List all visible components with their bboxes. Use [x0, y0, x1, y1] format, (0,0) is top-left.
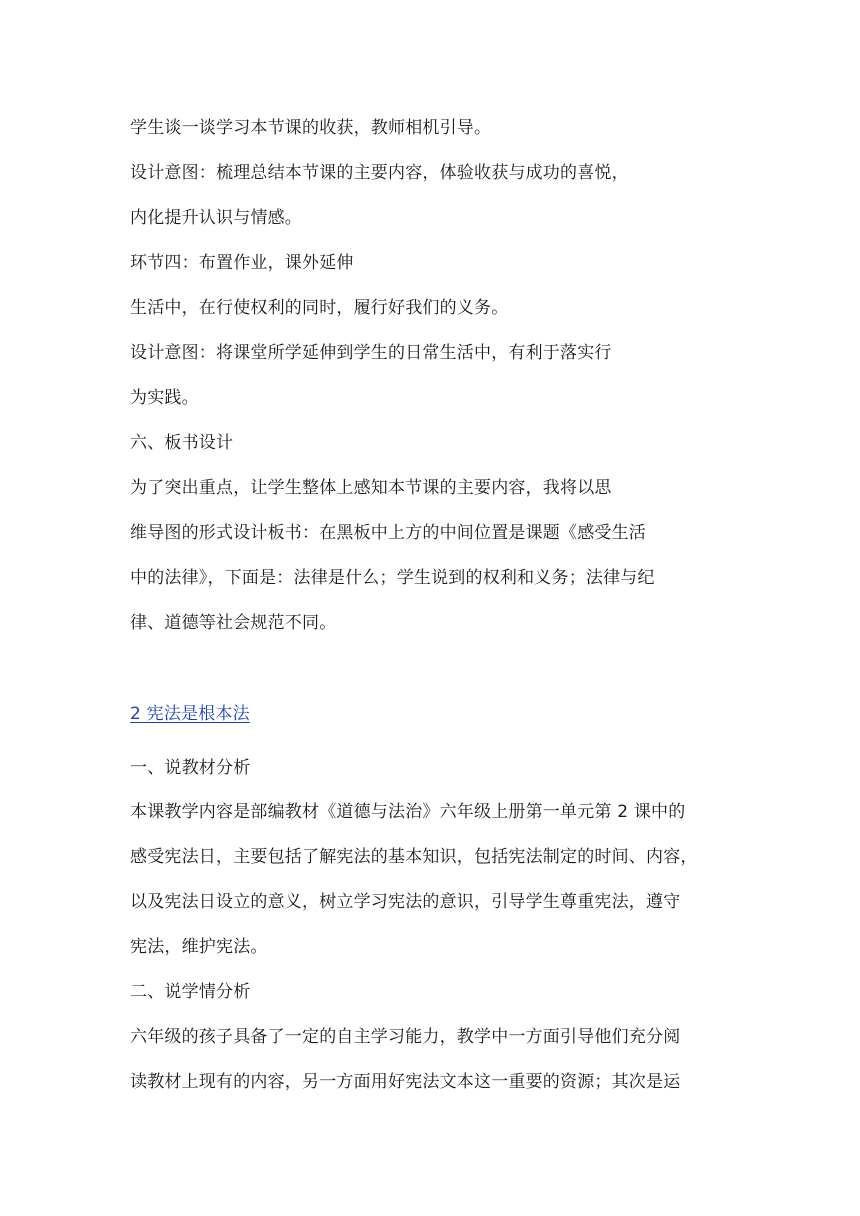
paragraph-line: 为了突出重点，让学生整体上感知本节课的主要内容，我将以思 — [130, 478, 612, 498]
paragraph-line: 为实践。 — [130, 388, 199, 408]
paragraph-line: 中的法律》，下面是：法律是什么；学生说到的权利和义务；法律与纪 — [130, 568, 655, 588]
paragraph-line: 生活中，在行使权利的同时，履行好我们的义务。 — [130, 298, 509, 318]
section-heading: 六、板书设计 — [130, 433, 234, 453]
section-heading: 二、说学情分析 — [130, 982, 251, 1002]
lesson-title-link[interactable]: 2 宪法是根本法 — [130, 704, 250, 724]
paragraph-line: 设计意图：梳理总结本节课的主要内容，体验收获与成功的喜悦， — [130, 163, 629, 183]
paragraph-line: 设计意图：将课堂所学延伸到学生的日常生活中，有利于落实行 — [130, 343, 612, 363]
paragraph-line: 感受宪法日，主要包括了解宪法的基本知识，包括宪法制定的时间、内容， — [130, 847, 698, 867]
paragraph-line: 内化提升认识与情感。 — [130, 208, 302, 228]
paragraph-line: 宪法，维护宪法。 — [130, 937, 268, 957]
section-heading: 一、说教材分析 — [130, 758, 251, 778]
paragraph-line: 维导图的形式设计板书：在黑板中上方的中间位置是课题《感受生活 — [130, 523, 646, 543]
paragraph-line: 读教材上现有的内容，另一方面用好宪法文本这一重要的资源；其次是运 — [130, 1072, 681, 1092]
paragraph-line: 学生谈一谈学习本节课的收获，教师相机引导。 — [130, 118, 492, 138]
paragraph-line: 本课教学内容是部编教材《道德与法治》六年级上册第一单元第 2 课中的 — [130, 802, 686, 822]
section-heading: 环节四：布置作业，课外延伸 — [130, 253, 354, 273]
paragraph-line: 律、道德等社会规范不同。 — [130, 613, 337, 633]
paragraph-line: 六年级的孩子具备了一定的自主学习能力，教学中一方面引导他们充分阅 — [130, 1027, 681, 1047]
paragraph-line: 以及宪法日设立的意义，树立学习宪法的意识，引导学生尊重宪法，遵守 — [130, 892, 681, 912]
